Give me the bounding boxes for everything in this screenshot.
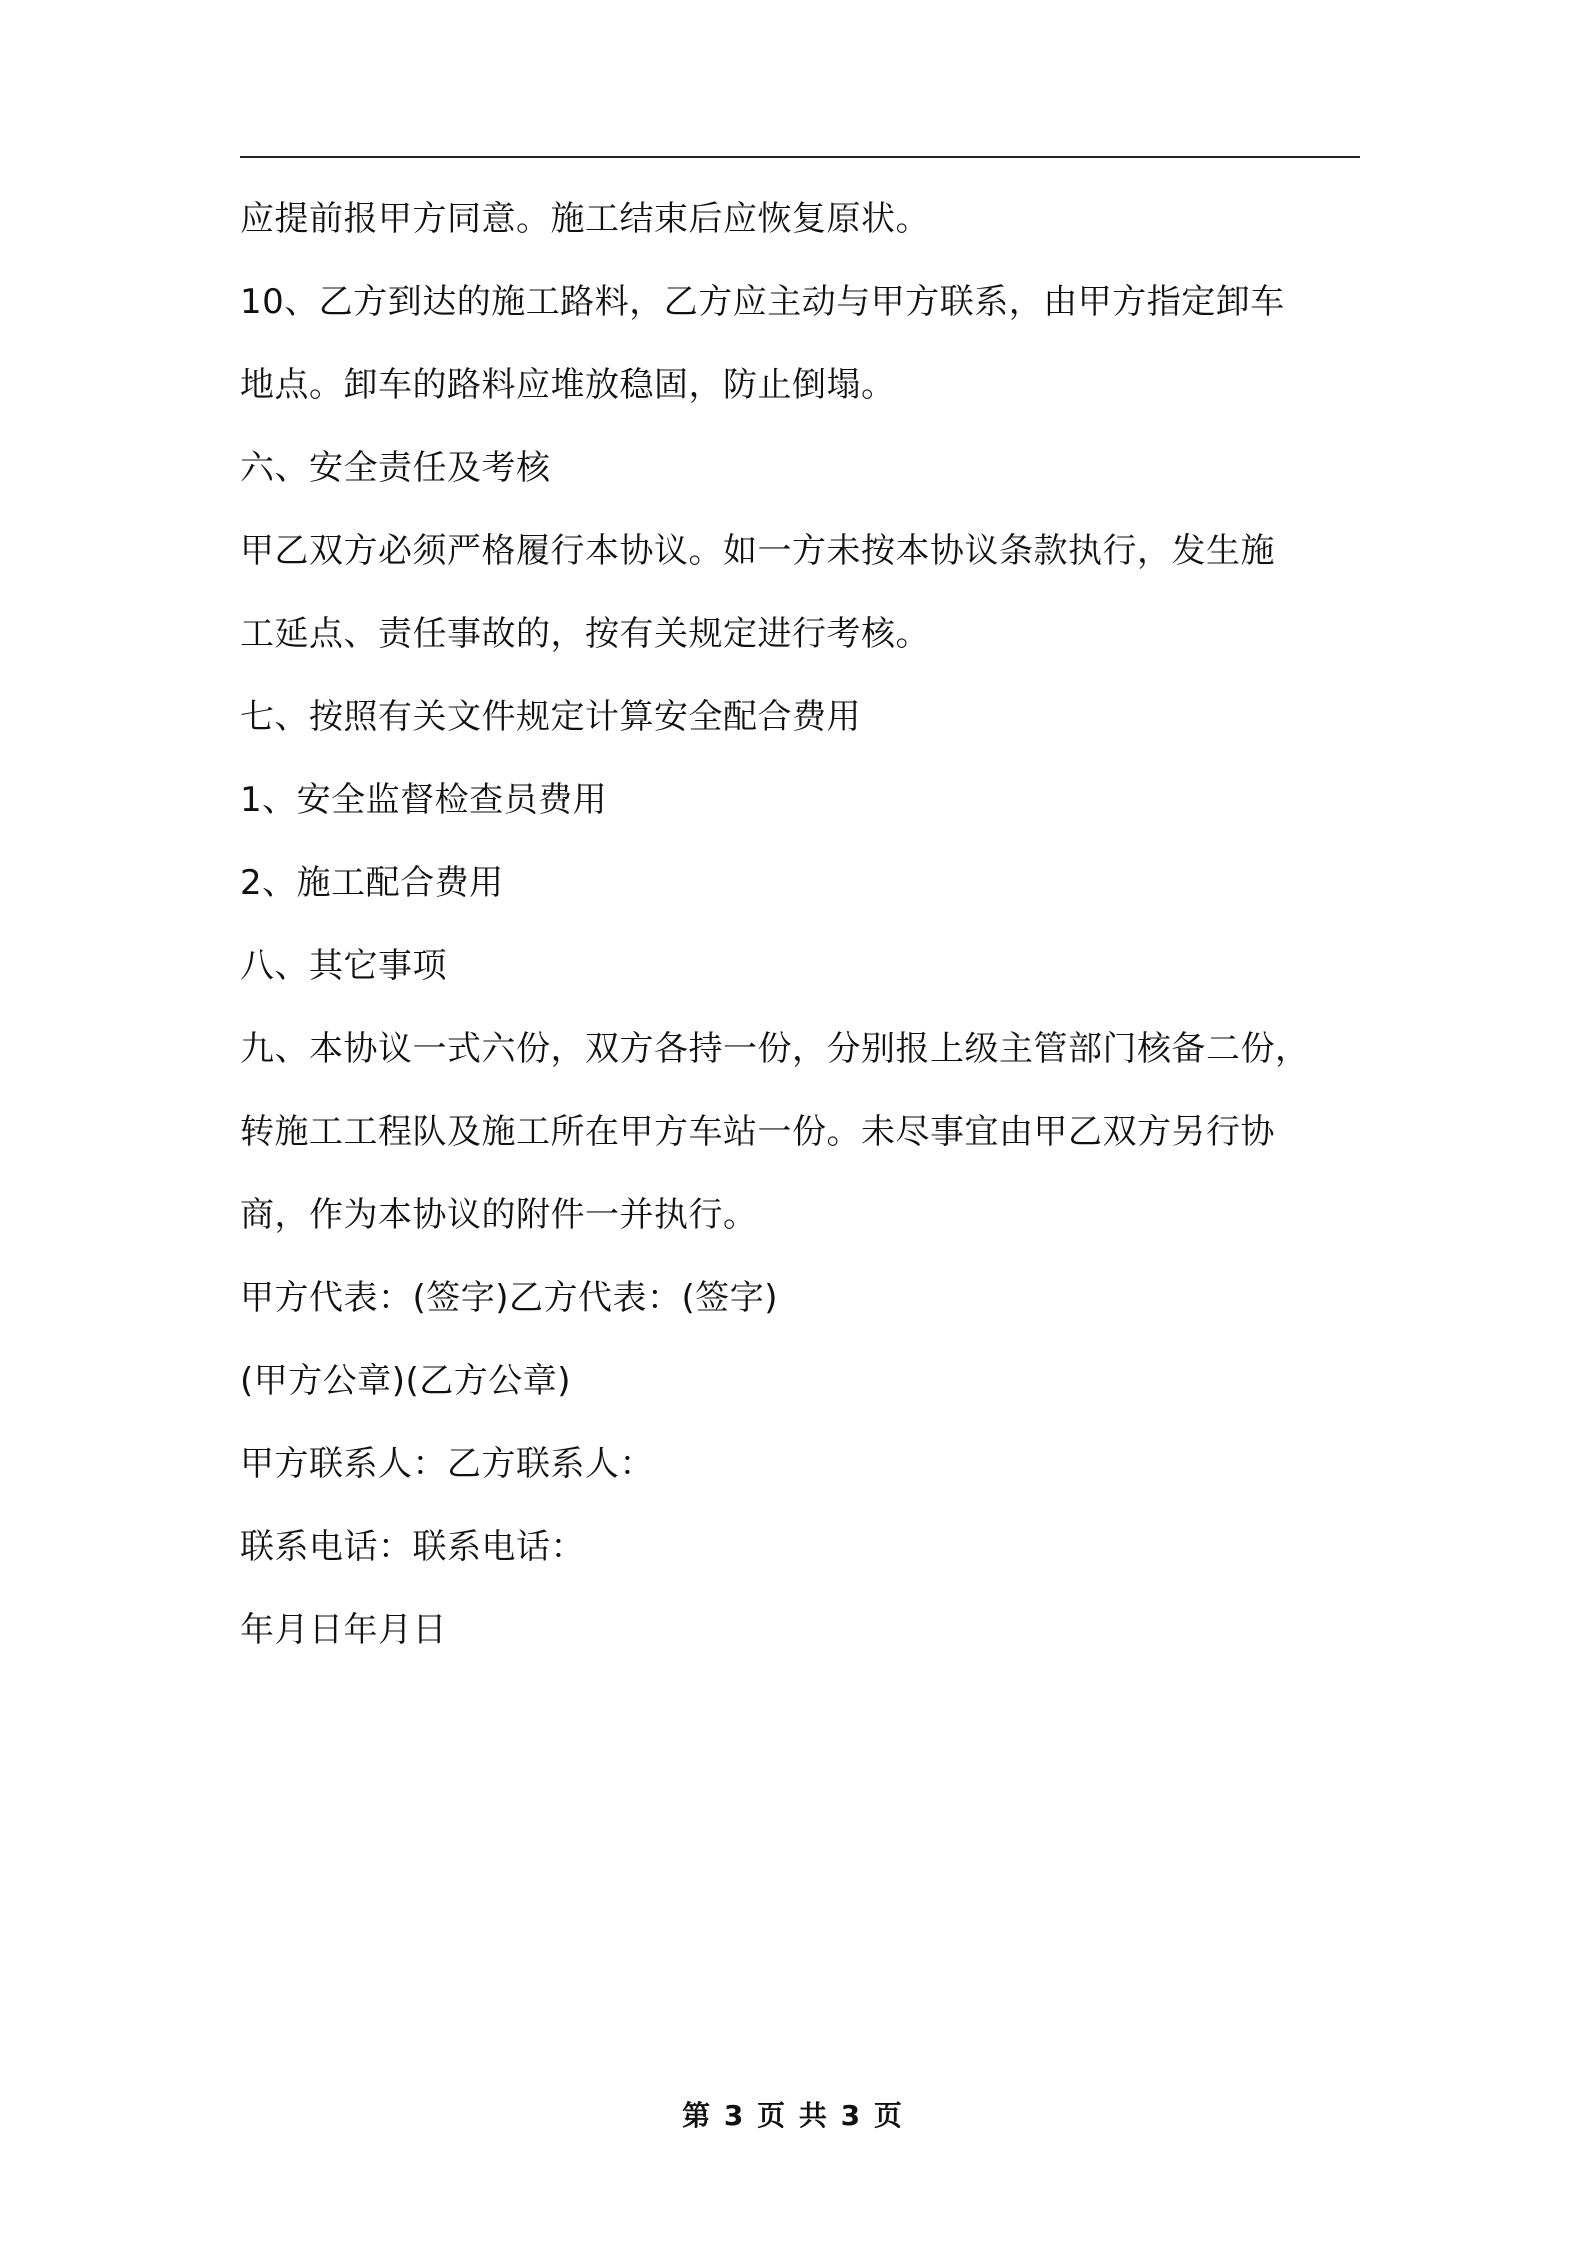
text-line: 九、本协议一式六份，双方各持一份，分别报上级主管部门核备二份， (240, 1029, 1310, 1069)
text-line: 商，作为本协议的附件一并执行。 (240, 1195, 758, 1235)
text-line: 地点。卸车的路料应堆放稳固，防止倒塌。 (240, 365, 896, 405)
date-line: 年月日年月日 (240, 1610, 447, 1650)
seal-line: (甲方公章)(乙方公章) (240, 1361, 572, 1401)
section-heading: 六、安全责任及考核 (240, 448, 551, 488)
text-line: 工延点、责任事故的，按有关规定进行考核。 (240, 614, 930, 654)
list-item: 1、安全监督检查员费用 (240, 780, 608, 820)
contact-phone-line: 联系电话：联系电话： (240, 1527, 585, 1567)
document-body (240, 198, 1370, 1692)
text-line: 转施工工程队及施工所在甲方车站一份。未尽事宜由甲乙双方另行协 (240, 1112, 1275, 1152)
page-number-footer: 第 3 页 共 3 页 (682, 2099, 904, 2132)
text-line: 应提前报甲方同意。施工结束后应恢复原状。 (240, 199, 930, 239)
text-line: 10、乙方到达的施工路料，乙方应主动与甲方联系，由甲方指定卸车 (240, 282, 1285, 322)
section-heading: 八、其它事项 (240, 946, 447, 986)
text-line: 甲乙双方必须严格履行本协议。如一方未按本协议条款执行，发生施 (240, 531, 1275, 571)
header-rule (240, 156, 1360, 158)
signature-line: 甲方代表：(签字)乙方代表：(签字) (240, 1278, 779, 1318)
list-item: 2、施工配合费用 (240, 863, 504, 903)
contact-person-line: 甲方联系人：乙方联系人： (240, 1444, 654, 1484)
section-heading: 七、按照有关文件规定计算安全配合费用 (240, 697, 861, 737)
